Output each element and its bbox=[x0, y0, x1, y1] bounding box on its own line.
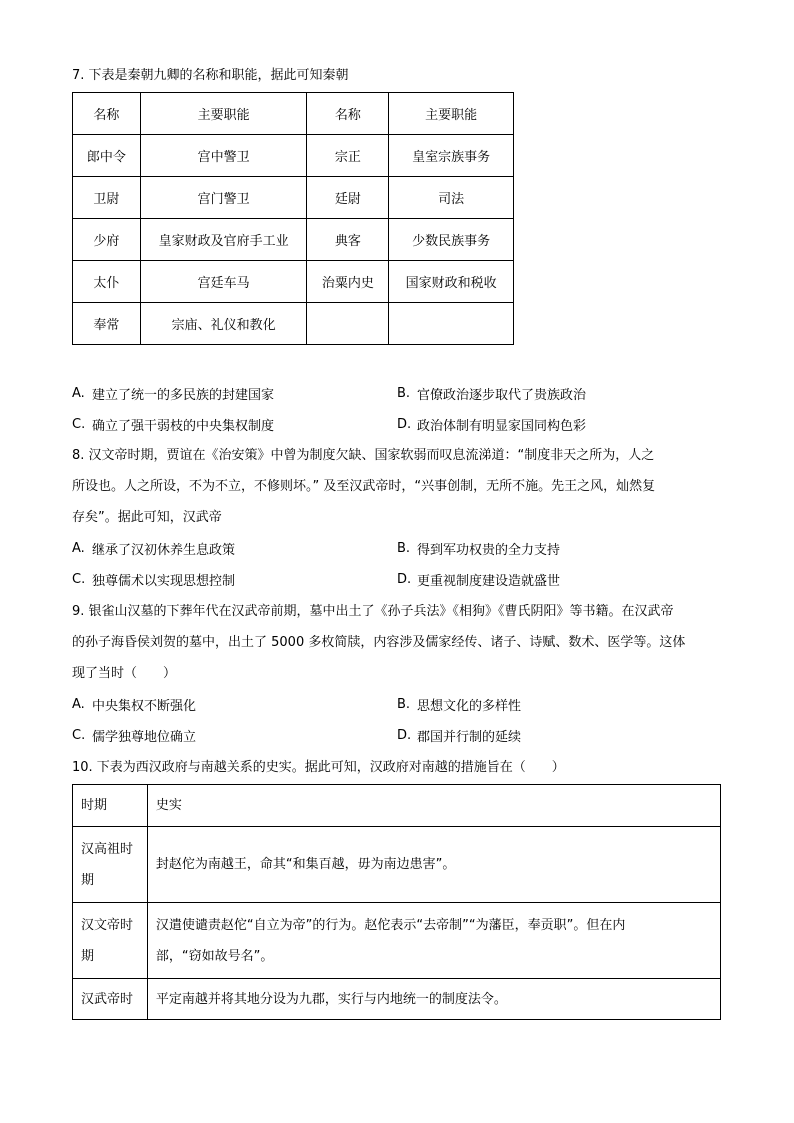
stem-line: 现了当时（ ） bbox=[72, 666, 177, 681]
option-a[interactable]: A. 继承了汉初休养生息政策 bbox=[72, 541, 236, 558]
fact-line: 部，“窃如故号名”。 bbox=[155, 948, 274, 964]
fact-cell bbox=[147, 979, 720, 1020]
table-cell: 宗庙、礼仪和教化 bbox=[140, 303, 307, 345]
option-a[interactable]: A. 中央集权不断强化 bbox=[72, 697, 197, 714]
stem-line: 9. 银雀山汉墓的下葬年代在汉武帝前期，墓中出土了《孙子兵法》《相狗》《曹氏阴阳》等书籍。在汉武帝 bbox=[72, 604, 674, 619]
stem-line: 存矣”。据此可知，汉武帝 bbox=[72, 510, 222, 525]
period-line: 汉文帝时 bbox=[81, 917, 134, 933]
question-7-text: 7. 下表是秦朝九卿的名称和职能，据此可知秦朝 bbox=[72, 68, 349, 83]
header-cell: 名称 bbox=[307, 93, 389, 135]
option-b[interactable]: B. 思想文化的多样性 bbox=[397, 697, 522, 714]
period-line: 期 bbox=[81, 948, 95, 964]
question-7-options bbox=[72, 378, 722, 440]
table-cell: 皇室宗族事务 bbox=[389, 135, 514, 177]
question-8-stem bbox=[72, 440, 722, 533]
nine-ministers-table bbox=[72, 92, 514, 345]
question-10-text: 10. 下表为西汉政府与南越关系的史实。据此可知，汉政府对南越的措施旨在（ ） bbox=[72, 760, 565, 775]
question-7-stem bbox=[72, 60, 722, 91]
fact-cell bbox=[147, 827, 720, 903]
table-header-row bbox=[73, 93, 514, 135]
question-9-stem bbox=[72, 596, 722, 689]
question-10-stem bbox=[72, 752, 722, 783]
table-row bbox=[73, 261, 514, 303]
fact-line: 平定南越并将其地分设为九郡，实行与内地统一的制度法令。 bbox=[155, 991, 507, 1007]
period-line: 汉高祖时 bbox=[81, 841, 134, 857]
table-row bbox=[73, 303, 514, 345]
period-line: 汉武帝时 bbox=[81, 991, 134, 1007]
table-row bbox=[73, 979, 721, 1020]
period-cell bbox=[73, 979, 148, 1020]
option-b[interactable]: B. 得到军功权贵的全力支持 bbox=[397, 541, 561, 558]
header-cell: 时期 bbox=[73, 785, 148, 827]
table-cell bbox=[307, 303, 389, 345]
fact-line: 封赵佗为南越王，命其“和集百越，毋为南边患害”。 bbox=[155, 857, 456, 872]
table-row bbox=[73, 177, 514, 219]
header-cell: 主要职能 bbox=[389, 93, 514, 135]
table-row bbox=[73, 135, 514, 177]
table-cell: 少数民族事务 bbox=[389, 219, 514, 261]
question-9-options bbox=[72, 689, 722, 751]
option-d[interactable]: D. 更重视制度建设造就盛世 bbox=[397, 572, 561, 589]
table-cell: 典客 bbox=[307, 219, 389, 261]
table-header-row bbox=[73, 785, 721, 827]
period-line: 期 bbox=[81, 872, 95, 888]
table-row bbox=[73, 827, 721, 903]
table-cell: 宗正 bbox=[307, 135, 389, 177]
table-row bbox=[73, 219, 514, 261]
table-cell: 奉常 bbox=[73, 303, 141, 345]
table-cell: 廷尉 bbox=[307, 177, 389, 219]
option-b[interactable]: B. 官僚政治逐步取代了贵族政治 bbox=[397, 386, 587, 403]
stem-line: 的孙子海昏侯刘贺的墓中，出土了 5000 多枚简牍，内容涉及儒家经传、诸子、诗赋、数术、医学等。这体 bbox=[72, 635, 686, 650]
table-cell: 宫门警卫 bbox=[140, 177, 307, 219]
fact-cell bbox=[147, 903, 720, 979]
table-cell: 司法 bbox=[389, 177, 514, 219]
table-cell: 少府 bbox=[73, 219, 141, 261]
stem-line: 所设也。人之所设，不为不立，不修则坏。” 及至汉武帝时，“兴事创制，无所不施。先王之风，灿然复 bbox=[72, 479, 656, 494]
question-8-options bbox=[72, 533, 722, 595]
table-cell bbox=[389, 303, 514, 345]
table-cell: 宫廷车马 bbox=[140, 261, 307, 303]
option-c[interactable]: C. 确立了强干弱枝的中央集权制度 bbox=[72, 417, 275, 434]
table-cell: 治粟内史 bbox=[307, 261, 389, 303]
header-cell: 史实 bbox=[147, 785, 720, 827]
header-cell: 主要职能 bbox=[140, 93, 307, 135]
option-c[interactable]: C. 独尊儒术以实现思想控制 bbox=[72, 572, 236, 589]
stem-line: 8. 汉文帝时期，贾谊在《治安策》中曾为制度欠缺、国家软弱而叹息流涕道：“制度非天之所为，人之 bbox=[72, 448, 655, 463]
table-cell: 皇家财政及官府手工业 bbox=[140, 219, 307, 261]
table-cell: 太仆 bbox=[73, 261, 141, 303]
fact-line: 汉遣使谴责赵佗“自立为帝”的行为。赵佗表示“去帝制”“为藩臣，奉贡职”。但在内 bbox=[155, 917, 626, 933]
option-d[interactable]: D. 政治体制有明显家国同构色彩 bbox=[397, 417, 587, 434]
table-cell: 郎中令 bbox=[73, 135, 141, 177]
western-han-nanyue-table bbox=[72, 784, 721, 1020]
option-c[interactable]: C. 儒学独尊地位确立 bbox=[72, 728, 197, 745]
table-cell: 国家财政和税收 bbox=[389, 261, 514, 303]
option-a[interactable]: A. 建立了统一的多民族的封建国家 bbox=[72, 386, 275, 403]
period-cell bbox=[73, 827, 148, 903]
table-cell: 宫中警卫 bbox=[140, 135, 307, 177]
option-d[interactable]: D. 郡国并行制的延续 bbox=[397, 728, 522, 745]
table-cell: 卫尉 bbox=[73, 177, 141, 219]
table-row bbox=[73, 903, 721, 979]
header-cell: 名称 bbox=[73, 93, 141, 135]
period-cell bbox=[73, 903, 148, 979]
